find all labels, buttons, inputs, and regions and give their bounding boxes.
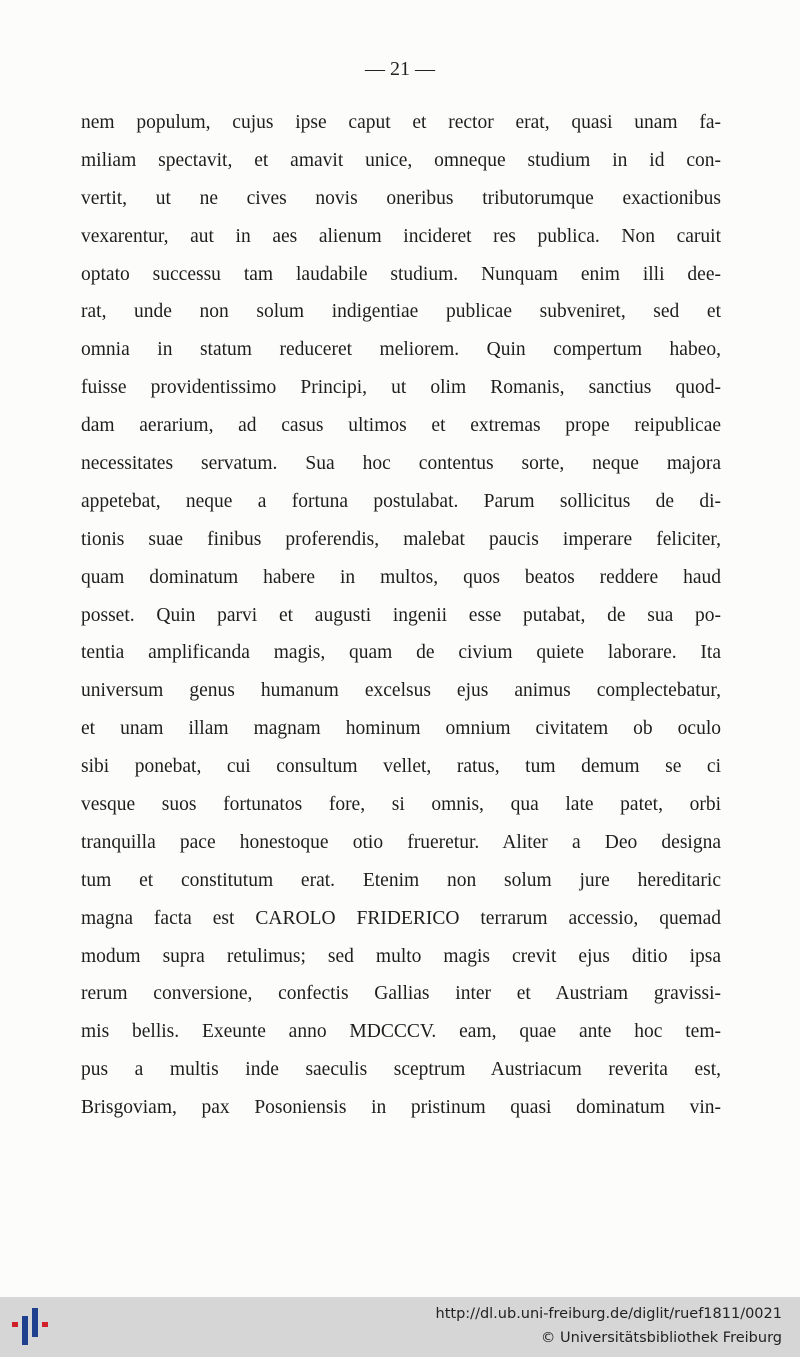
- text-line: nem populum, cujus ipse caput et rector erat, quasi unam fa-: [81, 112, 721, 133]
- text-line: rerum conversione, confectis Gallias inter et Austriam gravissi-: [81, 983, 721, 1005]
- text-line: vertit, ut ne cives novis oneribus tributorumque exactionibus: [81, 187, 721, 209]
- text-line: fuisse providentissimo Principi, ut olim Romanis, sanctius quod-: [81, 377, 721, 399]
- text-line: modum supra retulimus; sed multo magis crevit ejus ditio ipsa: [81, 945, 721, 967]
- text-line: appetebat, neque a fortuna postulabat. Parum sollicitus de di-: [81, 490, 721, 512]
- library-logo-icon: [8, 1305, 52, 1349]
- text-line: miliam spectavit, et amavit unice, omneque studium in id con-: [81, 149, 721, 171]
- text-line: vexarentur, aut in aes alienum incideret res publica. Non caruit: [81, 225, 721, 247]
- text-line: vesque suos fortunatos fore, si omnis, qua late patet, orbi: [81, 794, 721, 816]
- text-line: necessitates servatum. Sua hoc contentus sorte, neque majora: [81, 453, 721, 475]
- page-number: — 21 —: [365, 58, 435, 80]
- text-line: mis bellis. Exeunte anno MDCCCV. eam, quae ante hoc tem-: [81, 1021, 721, 1043]
- footer-copyright: © Universitätsbibliothek Freiburg: [540, 1330, 782, 1346]
- text-line: tionis suae finibus proferendis, malebat paucis imperare feliciter,: [81, 528, 721, 550]
- text-line: dam aerarium, ad casus ultimos et extremas prope reipublicae: [81, 415, 721, 437]
- text-line: tranquilla pace honestoque otio frueretur. Aliter a Deo designa: [81, 831, 721, 853]
- text-line: tum et constitutum erat. Etenim non solum jure hereditaric: [81, 869, 721, 891]
- text-line: universum genus humanum excelsus ejus animus complectebatur,: [81, 680, 721, 702]
- text-line: posset. Quin parvi et augusti ingenii esse putabat, de sua po-: [81, 604, 721, 626]
- text-line: quam dominatum habere in multos, quos beatos reddere haud: [81, 566, 721, 588]
- text-line: sibi ponebat, cui consultum vellet, ratus, tum demum se ci: [81, 756, 721, 778]
- text-line: optato successu tam laudabile studium. Nunquam enim illi dee-: [81, 263, 721, 285]
- text-line: magna facta est CAROLO FRIDERICO terrarum accessio, quemad: [81, 907, 721, 929]
- footer-url-link[interactable]: http://dl.ub.uni-freiburg.de/diglit/ruef1811/0021: [435, 1306, 782, 1322]
- text-line: Brisgoviam, pax Posoniensis in pristinum quasi dominatum vin-: [81, 1097, 721, 1119]
- text-line: et unam illam magnam hominum omnium civitatem ob oculo: [81, 718, 721, 740]
- text-line: rat, unde non solum indigentiae publicae subveniret, sed et: [81, 301, 721, 323]
- text-line: omnia in statum reduceret meliorem. Quin compertum habeo,: [81, 339, 721, 361]
- text-line: pus a multis inde saeculis sceptrum Austriacum reverita est,: [81, 1059, 721, 1081]
- text-body: [81, 104, 721, 1127]
- footer-bar: [0, 1297, 800, 1357]
- text-line: tentia amplificanda magis, quam de civium quiete laborare. Ita: [81, 642, 721, 664]
